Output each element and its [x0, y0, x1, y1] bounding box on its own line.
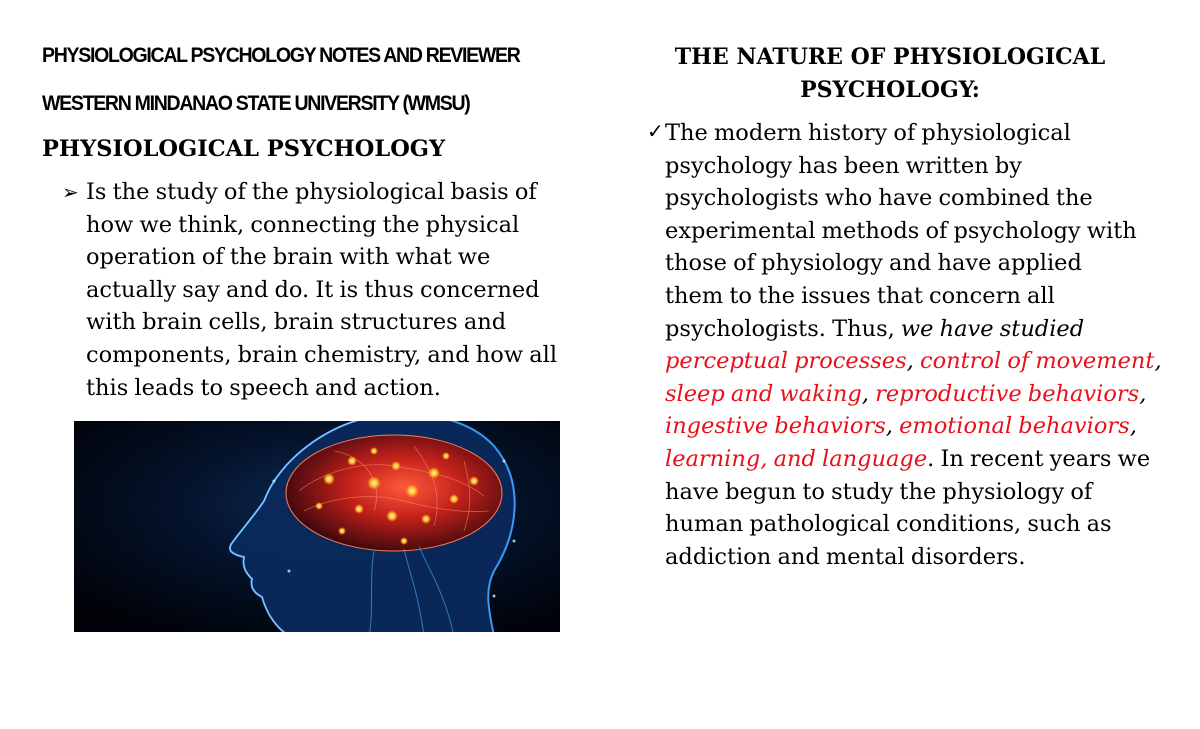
nature-section-title: THE NATURE OF PHYSIOLOGICAL PSYCHOLOGY: — [674, 44, 1106, 103]
nature-paragraph — [665, 117, 1185, 573]
definition-text: Is the study of the physiological basis of how we think, connecting the physical operation of the brain with what we actually say and do. It is thus concerned with brain cells, brain structures and components, brain chemistry, and how all this leads to speech and action. — [86, 179, 558, 401]
topic-learning-and-language: learning, and language — [665, 445, 928, 472]
topic-ingestive-behaviors: ingestive behaviors — [665, 413, 886, 440]
document-heading-university: WESTERN MINDANAO STATE UNIVERSITY (WMSU) — [42, 92, 470, 115]
para-lead: The modern history of physiological psychology has been written by psychologists who have combined the experimental methods of psychology with those of physiology and have applied them to the issues that concern all psychologists. Thus, — [665, 120, 1137, 342]
topic-separator: , — [906, 348, 920, 375]
checkmark-icon: ✓ — [647, 119, 664, 143]
para-tail: . In recent years we have begun to study the physiology of human pathological conditions, such as addiction and mental disorders. — [665, 445, 1151, 570]
arrow-bullet-icon: ➢ — [62, 180, 79, 204]
topic-perceptual-processes: perceptual processes — [665, 348, 907, 375]
brain-head-graphic — [74, 421, 560, 632]
topic-sleep-and-waking: sleep and waking — [665, 380, 862, 407]
document-heading-title: PHYSIOLOGICAL PSYCHOLOGY NOTES AND REVIEWER — [42, 44, 520, 67]
topic-separator: , — [861, 380, 876, 407]
definition-bullet — [62, 176, 602, 404]
brain-illustration — [74, 421, 560, 632]
topic-separator: , — [1154, 348, 1162, 375]
para-italic: we have studied — [900, 315, 1085, 342]
topic-emotional-behaviors: emotional behaviors — [899, 413, 1130, 440]
topic-reproductive-behaviors: reproductive behaviors — [875, 380, 1140, 407]
topic-separator: , — [1129, 413, 1137, 440]
topic-separator: , — [1139, 380, 1147, 407]
topic-control-of-movement: control of movement — [919, 348, 1155, 375]
section-title: PHYSIOLOGICAL PSYCHOLOGY — [42, 136, 446, 162]
topic-separator: , — [885, 413, 900, 440]
